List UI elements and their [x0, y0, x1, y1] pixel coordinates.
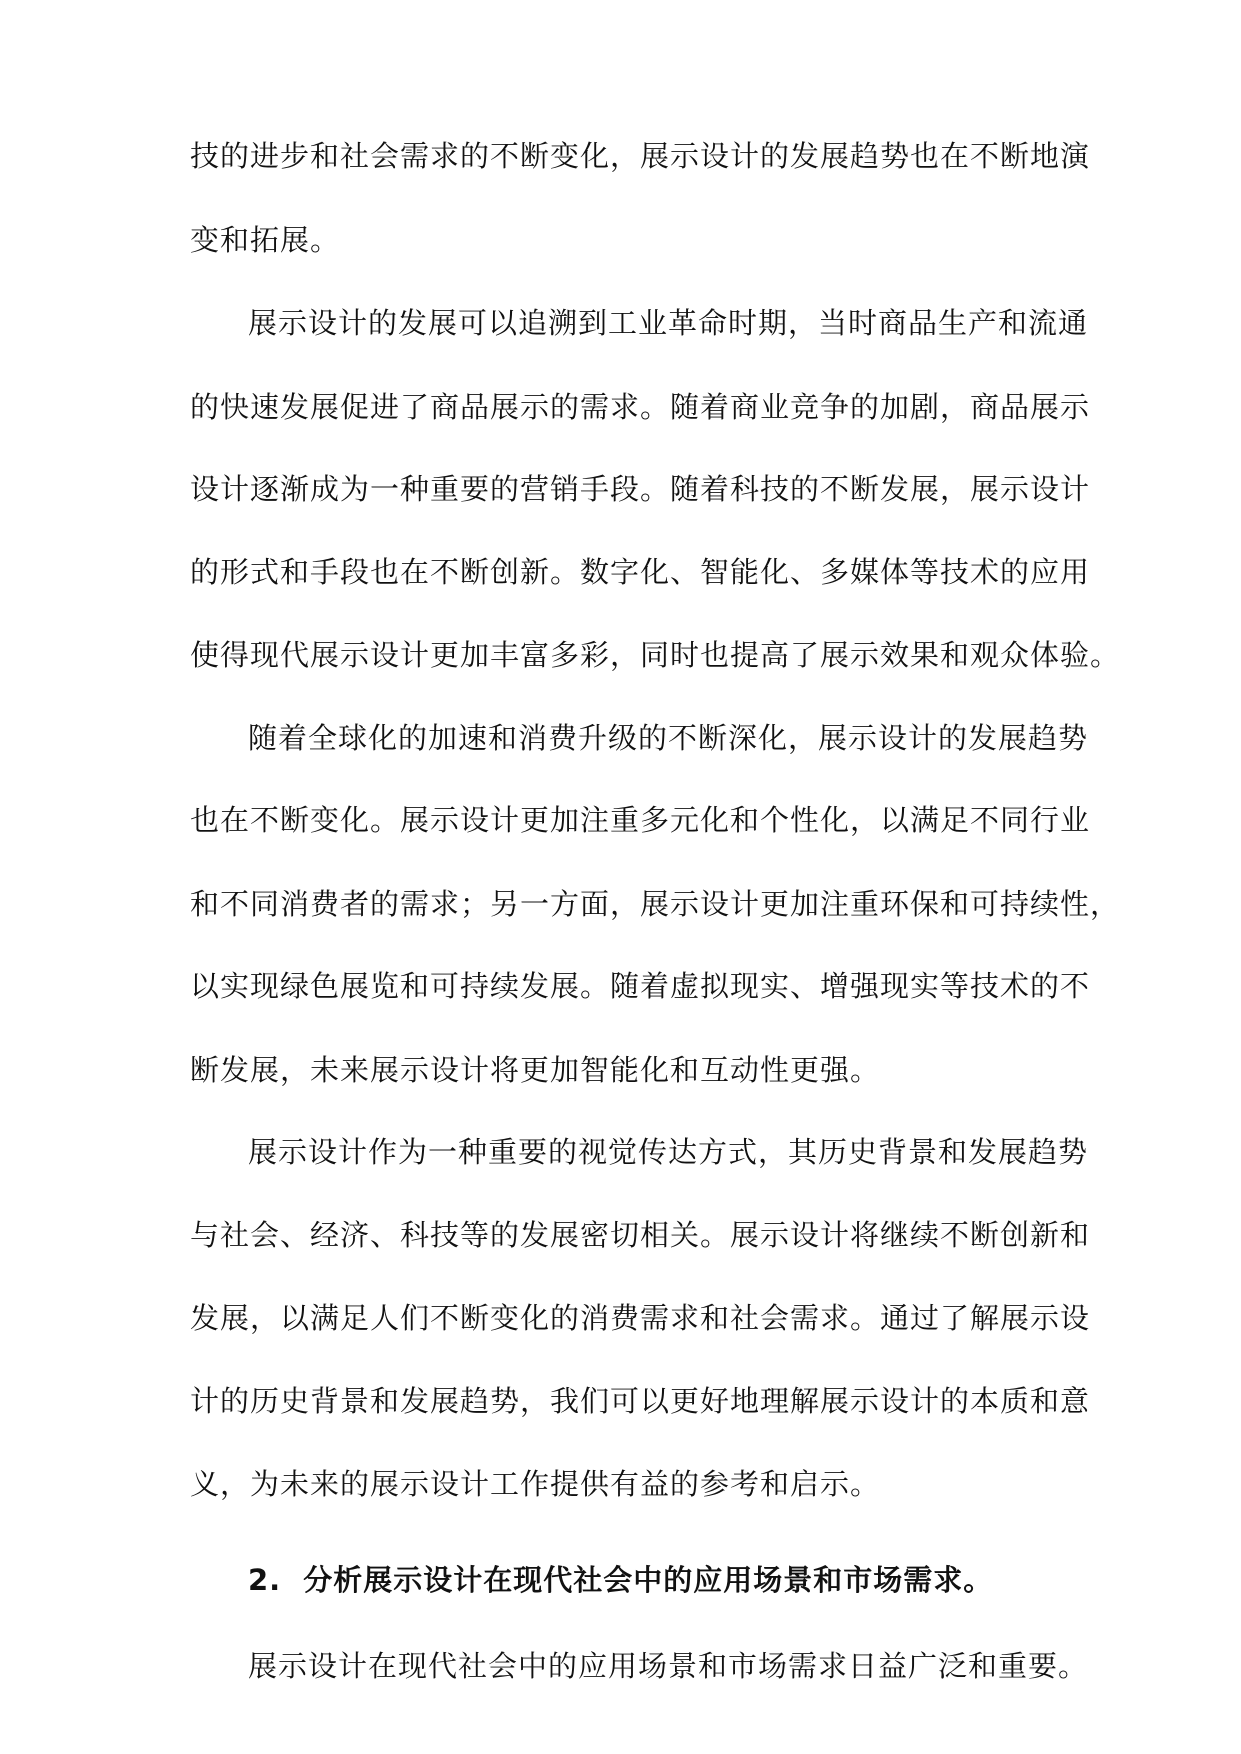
paragraph-3-line-2: 也在不断变化。展示设计更加注重多元化和个性化，以满足不同行业	[190, 803, 1091, 837]
paragraph-3-line-4: 以实现绿色展览和可持续发展。随着虚拟现实、增强现实等技术的不	[190, 969, 1091, 1003]
paragraph-2-line-1: 展示设计的发展可以追溯到工业革命时期，当时商品生产和流通	[248, 306, 1089, 340]
section-heading-number: 2.	[248, 1563, 282, 1597]
section-heading-text: 分析展示设计在现代社会中的应用场景和市场需求。	[303, 1563, 994, 1597]
paragraph-2-line-4: 的形式和手段也在不断创新。数字化、智能化、多媒体等技术的应用	[190, 555, 1091, 589]
paragraph-1-line-1: 技的进步和社会需求的不断变化，展示设计的发展趋势也在不断地演	[190, 139, 1091, 173]
paragraph-4-line-1: 展示设计作为一种重要的视觉传达方式，其历史背景和发展趋势	[248, 1135, 1089, 1169]
paragraph-4-line-4: 计的历史背景和发展趋势，我们可以更好地理解展示设计的本质和意	[190, 1384, 1091, 1418]
paragraph-1-line-2: 变和拓展。	[190, 223, 341, 257]
paragraph-2-line-3: 设计逐渐成为一种重要的营销手段。随着科技的不断发展，展示设计	[190, 472, 1091, 506]
paragraph-2-line-2: 的快速发展促进了商品展示的需求。随着商业竞争的加剧，商品展示	[190, 390, 1091, 424]
paragraph-4-line-2: 与社会、经济、科技等的发展密切相关。展示设计将继续不断创新和	[190, 1218, 1091, 1252]
section-heading	[248, 1560, 1068, 1600]
paragraph-3-line-1: 随着全球化的加速和消费升级的不断深化，展示设计的发展趋势	[248, 721, 1089, 755]
paragraph-2-line-5: 使得现代展示设计更加丰富多彩，同时也提高了展示效果和观众体验。	[190, 638, 1121, 672]
paragraph-5-line-1: 展示设计在现代社会中的应用场景和市场需求日益广泛和重要。	[248, 1649, 1089, 1683]
paragraph-3-line-3: 和不同消费者的需求；另一方面，展示设计更加注重环保和可持续性，	[190, 887, 1121, 921]
paragraph-4-line-5: 义，为未来的展示设计工作提供有益的参考和启示。	[190, 1467, 881, 1501]
paragraph-4-line-3: 发展，以满足人们不断变化的消费需求和社会需求。通过了解展示设	[190, 1301, 1091, 1335]
paragraph-3-line-5: 断发展，未来展示设计将更加智能化和互动性更强。	[190, 1053, 881, 1087]
